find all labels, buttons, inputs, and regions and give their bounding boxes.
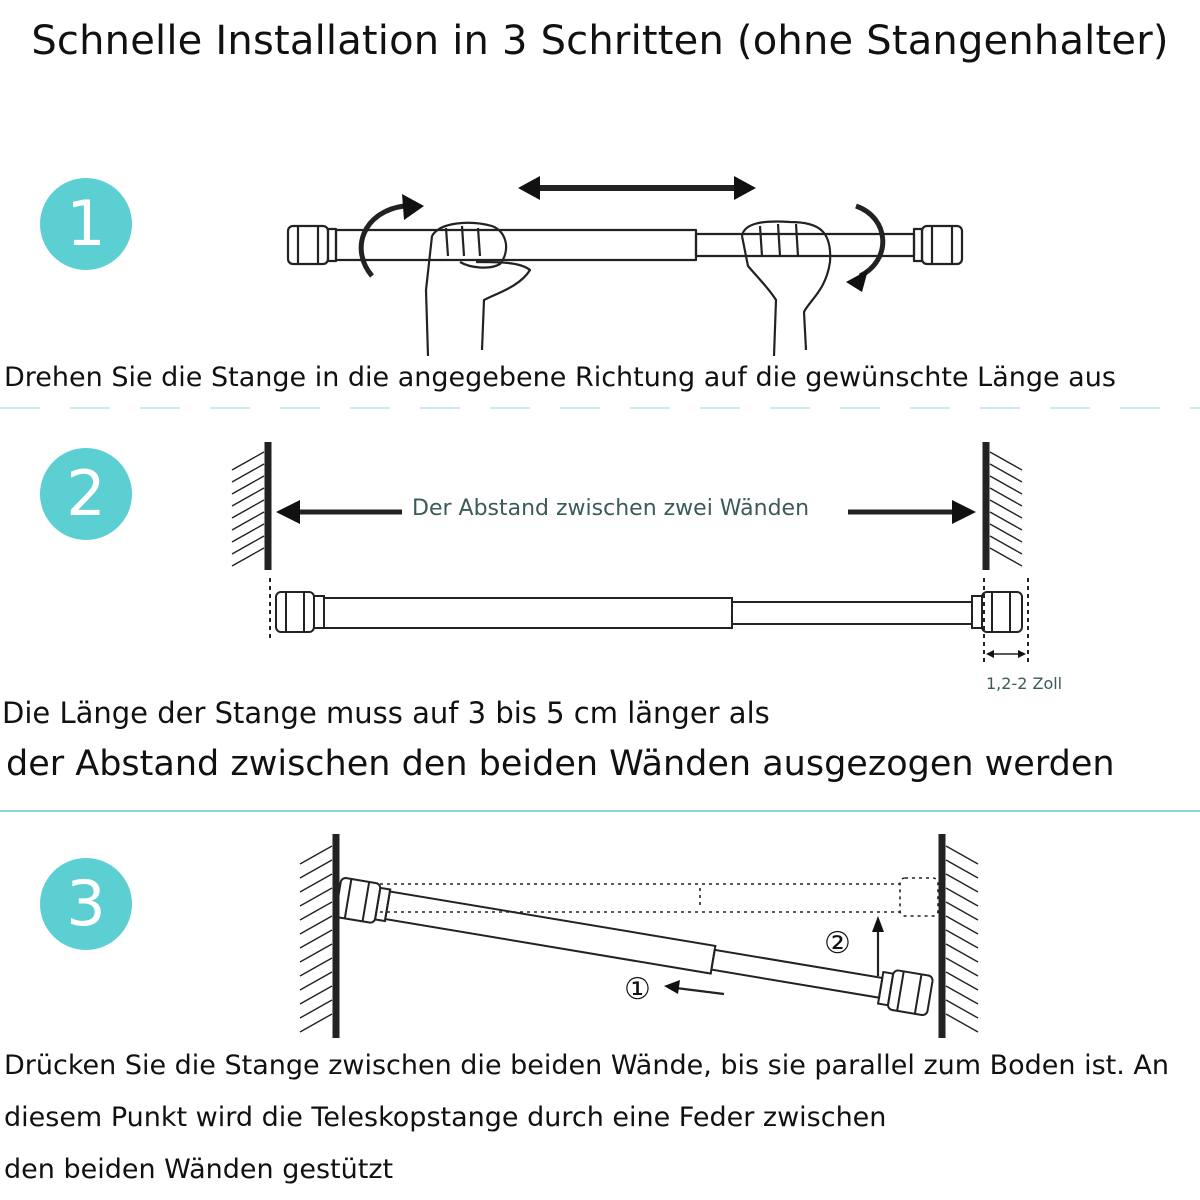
step-2-badge: 2	[40, 448, 132, 540]
step-3-caption-line-1: Drücken Sie die Stange zwischen die beiden Wände, bis sie parallel zum Boden ist. An	[4, 1050, 1170, 1081]
step-3-caption-line-2: diesem Punkt wird die Teleskopstange durch eine Feder zwischen	[4, 1102, 887, 1133]
step-2-caption-line-1: Die Länge der Stange muss auf 3 bis 5 cm länger als	[2, 696, 770, 730]
step-3-badge: 3	[40, 858, 132, 950]
step-1-badge: 1	[40, 178, 132, 270]
step-3-marker-2: ②	[824, 926, 851, 961]
page-title: Schnelle Installation in 3 Schritten (ohne Stangenhalter)	[31, 18, 1169, 64]
step-1-caption: Drehen Sie die Stange in die angegebene Richtung auf die gewünschte Länge aus	[4, 362, 1116, 393]
step-3-caption-line-3: den beiden Wänden gestützt	[4, 1154, 394, 1185]
step-2-caption-line-2: der Abstand zwischen den beiden Wänden ausgezogen werden	[6, 744, 1115, 784]
step-3-marker-1: ①	[624, 972, 651, 1007]
distance-label: Der Abstand zwischen zwei Wänden	[406, 496, 815, 521]
gap-label: 1,2-2 Zoll	[986, 674, 1063, 693]
